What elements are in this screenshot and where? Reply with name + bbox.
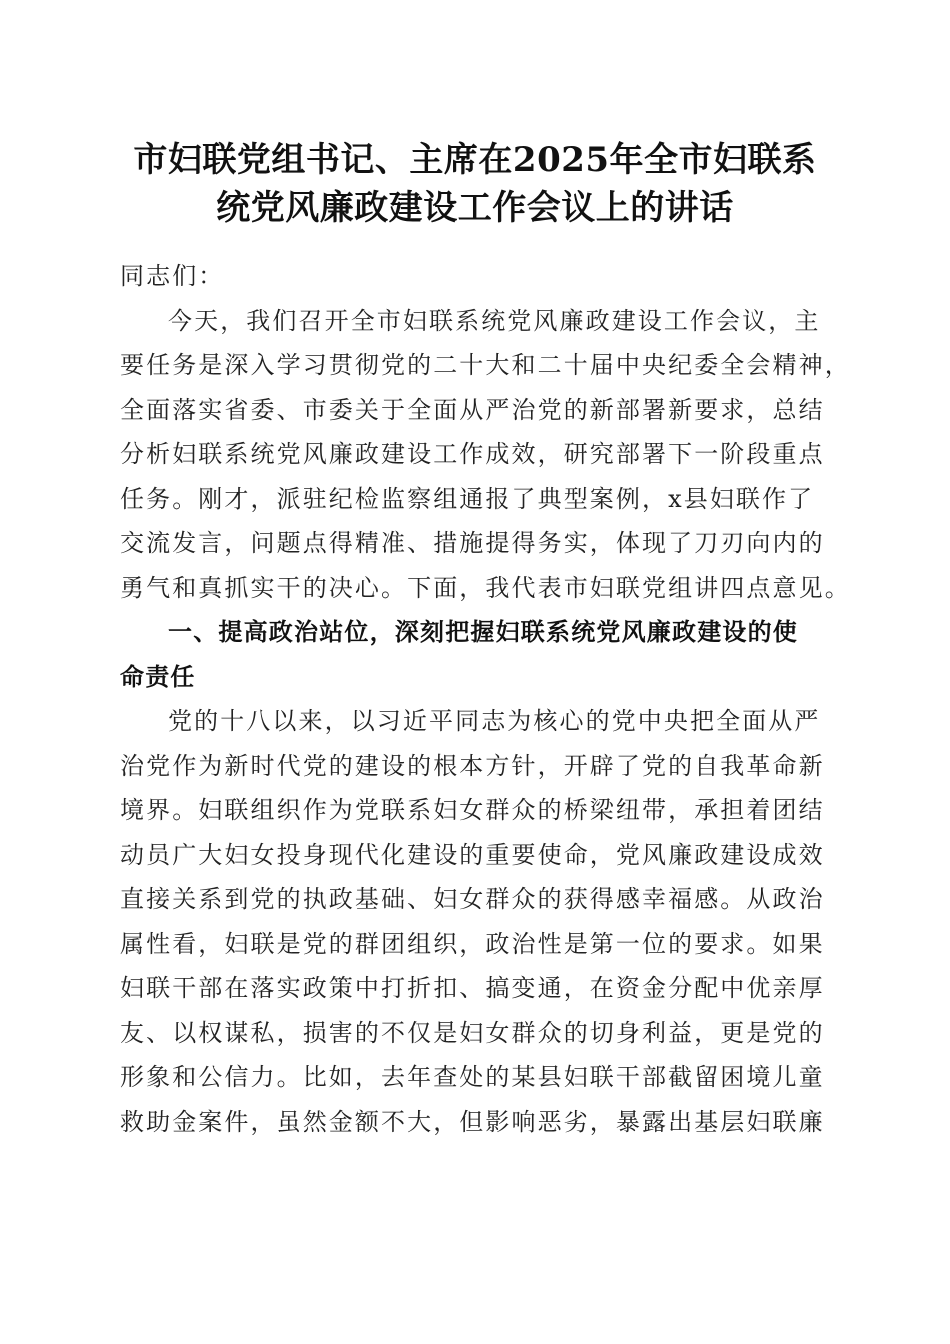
text-line: 交流发言，问题点得精准、措施提得务实，体现了刀刃向内的: [120, 529, 825, 557]
section-1-paragraph: [120, 699, 832, 1144]
text-line: 任务。刚才，派驻纪检监察组通报了典型案例，x县妇联作了: [120, 484, 815, 513]
text-line: 友、以权谋私，损害的不仅是妇女群众的切身利益，更是党的: [120, 1018, 825, 1047]
text-line: 形象和公信力。比如，去年查处的某县妇联干部截留困境儿童: [120, 1063, 825, 1091]
text-line: 属性看，妇联是党的群团组织，政治性是第一位的要求。如果: [120, 929, 825, 958]
title-line: 统党风廉政建设工作会议上的讲话: [216, 188, 734, 228]
title-line: 市妇联党组书记、主席在2025年全市妇联系: [133, 140, 817, 180]
text-line: 境界。妇联组织作为党联系妇女群众的桥梁纽带，承担着团结: [120, 796, 825, 824]
text-line: 救助金案件，虽然金额不大，但影响恶劣，暴露出基层妇联廉: [120, 1107, 825, 1136]
document-body: [120, 254, 851, 1144]
text-line: 勇气和真抓实干的决心。下面，我代表市妇联党组讲四点意见。: [120, 573, 851, 602]
text-line: 直接关系到党的执政基础、妇女群众的获得感幸福感。从政治: [120, 885, 825, 913]
text-line: 分析妇联系统党风廉政建设工作成效，研究部署下一阶段重点: [120, 440, 825, 468]
text-line: 要任务是深入学习贯彻党的二十大和二十届中央纪委全会精神，: [120, 351, 851, 379]
heading-line: 命责任: [120, 662, 196, 691]
text-line: 动员广大妇女投身现代化建设的重要使命，党风廉政建设成效: [120, 840, 825, 869]
text-line: 治党作为新时代党的建设的根本方针，开辟了党的自我革命新: [120, 751, 825, 780]
text-line: 全面落实省委、市委关于全面从严治党的新部署新要求，总结: [120, 395, 825, 424]
text-line: 今天，我们召开全市妇联系统党风廉政建设工作会议，主: [168, 306, 821, 335]
text-line: 党的十八以来，以习近平同志为核心的党中央把全面从严: [168, 707, 821, 735]
salutation: 同志们：: [120, 262, 225, 290]
heading-line: 一、提高政治站位，深刻把握妇联系统党风廉政建设的使: [168, 618, 798, 646]
text-line: 妇联干部在落实政策中打折扣、搞变通，在资金分配中优亲厚: [120, 974, 825, 1002]
section-1-heading: [120, 610, 832, 699]
intro-paragraph: [120, 299, 851, 611]
document-title: [110, 136, 840, 232]
